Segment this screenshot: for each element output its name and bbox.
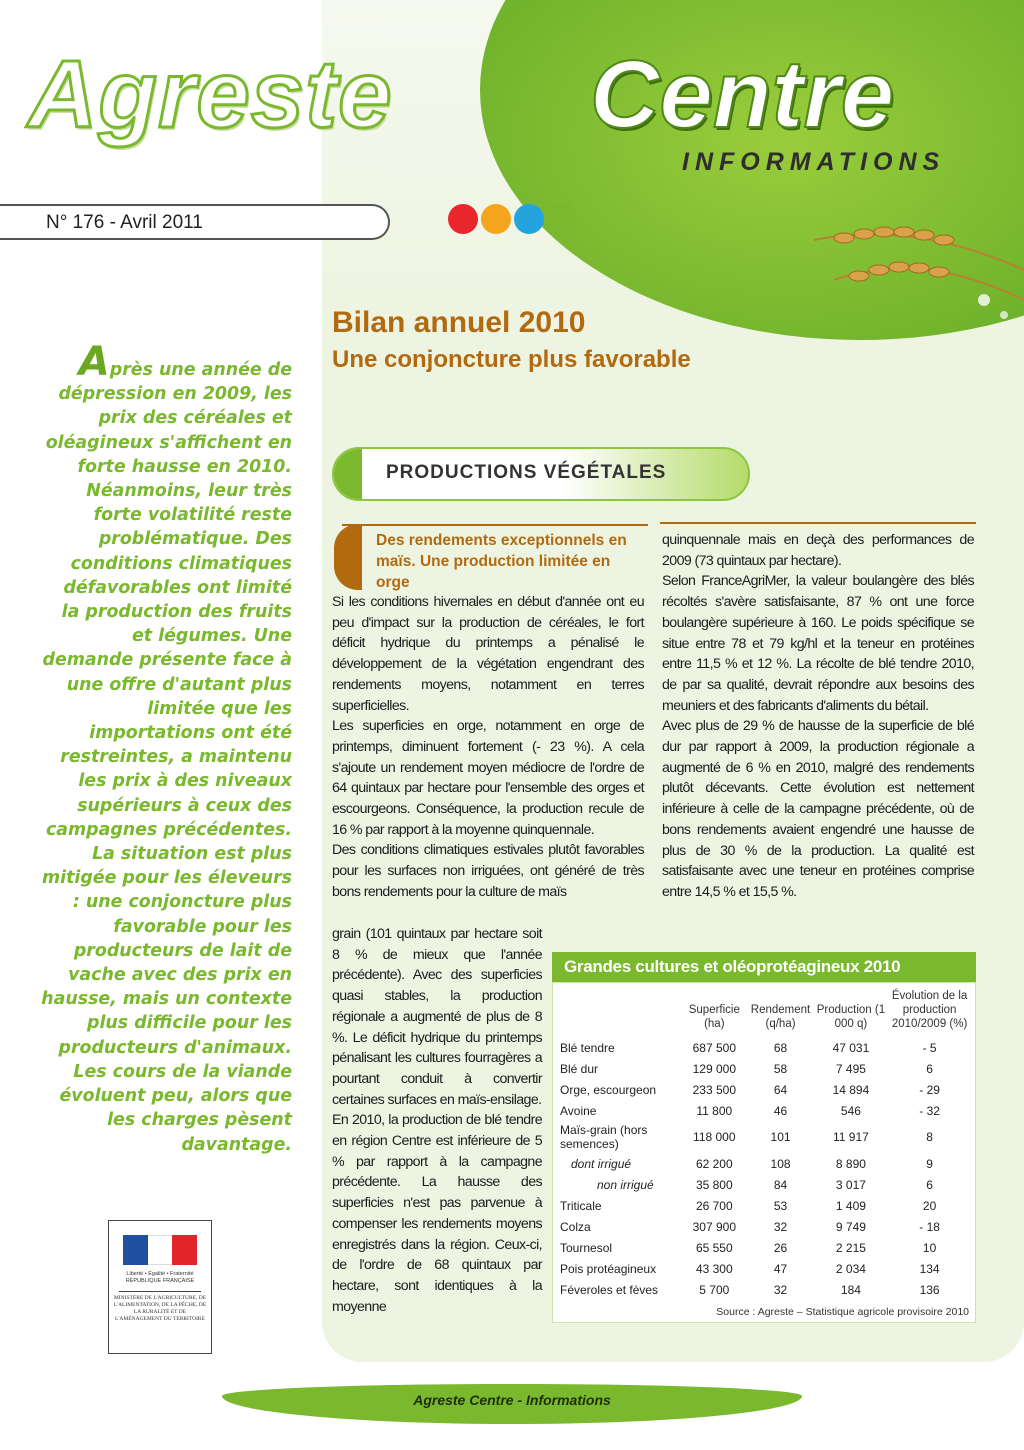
table-cell: 68 [773, 1040, 788, 1055]
table-cell: 26 [773, 1240, 788, 1255]
table-row [557, 1153, 971, 1174]
wheat-icon [804, 180, 1024, 340]
row-label: Orge, escourgeon [560, 1082, 657, 1097]
table-header: Superficie (ha) [688, 1004, 740, 1030]
row-label: Tournesol [560, 1240, 613, 1255]
ministry-label: MINISTÈRE DE L'AGRICULTURE, DE L'ALIMENTATION, DE LA PÊCHE, DE LA RURALITÉ ET DE L'AMÉNAGEMENT DU TERRITOIRE [113, 1295, 207, 1322]
table-cell: 3 017 [835, 1177, 866, 1192]
table-cell: 233 500 [692, 1082, 736, 1097]
row-label: Maïs-grain (hors semences) [560, 1123, 648, 1151]
table-cell: 9 749 [835, 1219, 866, 1234]
table-cell: 47 031 [832, 1040, 870, 1055]
intro-text [40, 339, 292, 1157]
table-cell: 129 000 [692, 1061, 736, 1076]
intro-dropcap: A [78, 339, 110, 385]
issue-bar [0, 204, 390, 240]
table-row [557, 1174, 971, 1195]
crops-table-box [552, 952, 976, 1323]
table-cell: 134 [919, 1261, 940, 1276]
paragraph: Des conditions climatiques estivales plutôt favorables pour les surfaces non irriguées, ont généré de très bons rendements pour la culture de maïs [332, 842, 644, 900]
table-cell: 546 [840, 1103, 861, 1118]
column-1 [332, 592, 644, 903]
table-cell: 307 900 [692, 1219, 736, 1234]
emblem-divider [119, 1291, 201, 1292]
table-cell: 7 495 [835, 1061, 866, 1076]
table-row [557, 1216, 971, 1237]
table-cell: 6 [926, 1177, 933, 1192]
table-cell: 47 [773, 1261, 788, 1276]
table-cell: 10 [922, 1240, 937, 1255]
section-title: PRODUCTIONS VÉGÉTALES [386, 462, 667, 483]
logo-agreste: Agreste [28, 41, 393, 148]
logo-tagline: INFORMATIONS [682, 148, 946, 176]
table-cell: 11 917 [833, 1130, 869, 1144]
logo-centre: Centre [590, 41, 895, 148]
table-cell: 2 034 [835, 1261, 866, 1276]
table-cell: 6 [926, 1061, 933, 1076]
table-cell: - 18 [919, 1219, 940, 1234]
table-cell: 14 894 [832, 1082, 870, 1097]
table-cell: 64 [773, 1082, 788, 1097]
paragraph: quinquennale mais en deçà des performances de 2009 (73 quintaux par hectare). [662, 532, 974, 569]
table-row [557, 1237, 971, 1258]
issue-number: N° 176 - Avril 2011 [46, 212, 203, 233]
table-cell: 8 [926, 1130, 933, 1144]
column-2 [662, 530, 974, 903]
dot-red [448, 204, 478, 234]
paragraph: Les superficies en orge, notamment en orge de printemps, diminuent fortement (- 23 %). A cela s'ajoute un rendement moyen médiocre de l'ordre de 64 quintaux par hectare pour l'ensemble des orges et escourgeons. Conséquence, la production recule de 16 % par rapport à la moyenne quinquennale. [332, 718, 644, 838]
table-cell: 58 [773, 1061, 788, 1076]
table-cell: 101 [770, 1130, 791, 1144]
table-row [557, 1100, 971, 1121]
column-1-continued [332, 924, 542, 1317]
table-cell: 687 500 [692, 1040, 736, 1055]
table-cell: 8 890 [835, 1156, 866, 1171]
row-label: Pois protéagineux [560, 1261, 657, 1276]
table-row [557, 1258, 971, 1279]
table-cell: 136 [919, 1282, 940, 1297]
table-cell: 26 700 [695, 1198, 733, 1213]
paragraph: grain (101 quintaux par hectare soit 8 % de mieux que l'année précédente). Avec des superficies quasi stables, la production régionale a augmenté de plus de 8 %. Le déficit hydrique du printemps pénalisant les cultures fourragères a pourtant conduit à convertir certaines surfaces en maïs-ensilage. [332, 926, 542, 1108]
table-cell: - 32 [919, 1103, 940, 1118]
row-label: Féveroles et fèves [560, 1282, 659, 1297]
row-label: Blé tendre [560, 1040, 615, 1055]
column-rule [660, 522, 976, 524]
color-dots [448, 204, 577, 234]
table-header-row [557, 987, 971, 1037]
paragraph: En 2010, la production de blé tendre en région Centre est inférieure de 5 % par rapport à la campagne précédente. La hausse des superficies n'est pas parvenue à compenser les rendements moyens enregistrés dans la région. Ceux-ci, de l'ordre de 68 quintaux par hectare, sont identiques à la moyenne [332, 1112, 542, 1315]
table-cell: - 5 [922, 1040, 937, 1055]
paragraph: Si les conditions hivernales en début d'année ont eu peu d'impact sur la production de céréales, le fort déficit hydrique du printemps a pénalisé le développement de la végétation engendrant des rendements moyens, notamment en terres superficielles. [332, 594, 644, 714]
table-row [557, 1079, 971, 1100]
sub-heading-tab [334, 524, 362, 590]
table-cell: 35 800 [695, 1177, 733, 1192]
table-cell: 53 [773, 1198, 788, 1213]
dot-green [547, 204, 577, 234]
table-cell: 84 [773, 1177, 788, 1192]
intro-body: près une année de dépression en 2009, les prix des céréales et oléagineux s'affichent en forte hausse en 2010. Néanmoins, leur très forte volatilité reste problématique. Des conditions climatiques défavorables ont limité la production des fruits et légumes. Une demande présente face à une offre d'autant plus limitée que les importations ont été restreintes, a maintenu les prix à des niveaux supérieurs à ceux des campagnes précédentes. La situation est plus mitigée pour les éleveurs : une conjoncture plus favorable pour les producteurs de lait de vache avec des prix en hausse, mais un contexte plus difficile pour les producteurs d'animaux. Les cours de la viande évoluent peu, alors que les charges pèsent davantage. [41, 360, 292, 1155]
dot-orange [481, 204, 511, 234]
row-label: Triticale [560, 1198, 602, 1213]
table-header [557, 987, 681, 1037]
table-source: Source : Agreste – Statistique agricole provisoire 2010 [716, 1306, 969, 1318]
row-label: Colza [560, 1219, 591, 1234]
table-row [557, 1121, 971, 1153]
footer-text: Agreste Centre - Informations [413, 1392, 611, 1408]
table-cell: 32 [773, 1219, 788, 1234]
table-cell: - 29 [919, 1082, 940, 1097]
table-cell: 11 800 [696, 1103, 733, 1118]
article-title: Bilan annuel 2010 [332, 306, 586, 339]
table-cell: 62 200 [695, 1156, 733, 1171]
table-cell: 2 215 [835, 1240, 866, 1255]
row-label: Blé dur [560, 1061, 599, 1076]
table-cell: 1 409 [835, 1198, 866, 1213]
table-row [557, 1279, 971, 1300]
table-cell: 65 550 [695, 1240, 733, 1255]
table-header: Rendement (q/ha) [750, 1004, 811, 1030]
table-header: Évolution de la production 2010/2009 (%) [891, 990, 968, 1030]
republic-label: Liberté • Égalité • Fraternité RÉPUBLIQUE FRANÇAISE [125, 1271, 195, 1284]
dot-blue [514, 204, 544, 234]
table-cell: 5 700 [699, 1282, 730, 1297]
article-subtitle: Une conjoncture plus favorable [332, 346, 691, 373]
table-cell: 184 [840, 1282, 861, 1297]
sub-heading-text: Des rendements exceptionnels en maïs. Une production limitée en orge [376, 532, 627, 591]
paragraph: Avec plus de 29 % de hausse de la superficie de blé dur par rapport à 2009, la production régionale a augmenté de 6 % en 2010, malgré des rendements plutôt décevants. Cette évolution est nettement inférieure à celle de la campagne précédente, où de bons rendements avaient engendré une hausse de plus de 30 % de la production. La qualité est satisfaisante avec une teneur en protéines comprise entre 14,5 % et 15,5 %. [662, 718, 974, 900]
table-cell: 43 300 [695, 1261, 733, 1276]
table-cell: 108 [770, 1156, 791, 1171]
table-cell: 32 [773, 1282, 788, 1297]
crops-table [557, 987, 971, 1300]
sub-heading [342, 524, 648, 591]
table-cell: 118 000 [693, 1130, 736, 1144]
table-body [552, 982, 976, 1323]
table-cell: 9 [926, 1156, 933, 1171]
table-row [557, 1058, 971, 1079]
table-header: Production (1 000 q) [816, 1004, 886, 1030]
section-banner [332, 447, 750, 501]
table-title: Grandes cultures et oléoprotéagineux 2010 [552, 952, 976, 982]
row-label: dont irrigué [571, 1156, 632, 1171]
table-row [557, 1195, 971, 1216]
table-cell: 20 [922, 1198, 937, 1213]
ministry-emblem [108, 1220, 212, 1354]
flag-icon [123, 1235, 197, 1265]
table-row [557, 1037, 971, 1058]
row-label: Avoine [560, 1103, 597, 1118]
table-cell: 46 [773, 1103, 788, 1118]
row-label: non irrigué [597, 1177, 654, 1192]
paragraph: Selon FranceAgriMer, la valeur boulangère des blés récoltés s'avère satisfaisante, 87 % ont une force boulangère supérieure à 160. Le poids spécifique se situe entre 78 et 79 kg/hl et la teneur en protéines entre 11,5 % et 12 %. La récolte de blé tendre 2010, de par sa qualité, devrait répondre aux besoins des meuniers et des fabricants d'aliments du bétail. [662, 573, 974, 714]
